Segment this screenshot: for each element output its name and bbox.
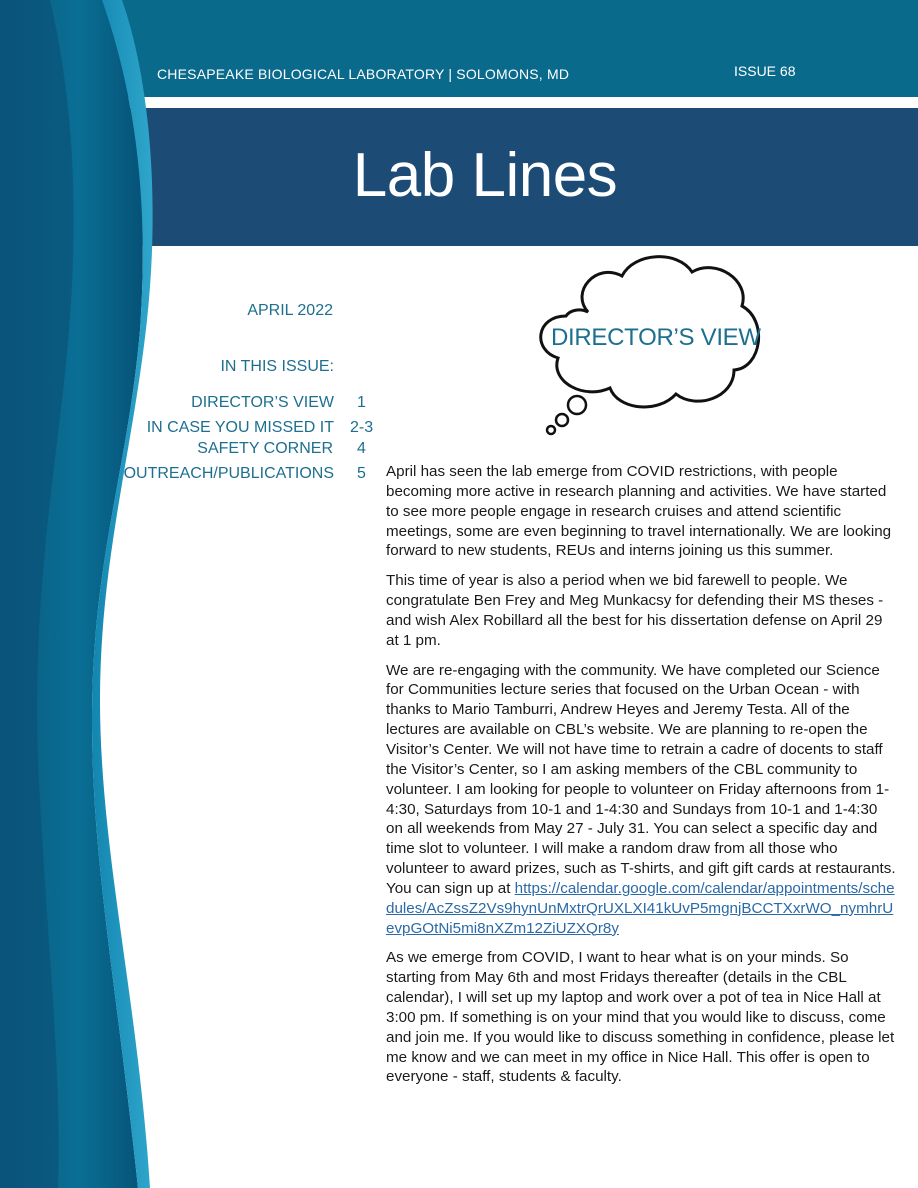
toc-item-label[interactable]: OUTREACH/PUBLICATIONS [123, 465, 334, 482]
article-paragraph: This time of year is also a period when we bid farewell to people. We congratulate Ben Frey and Meg Munkacsy for defending their MS theses - and wish Alex Robillard all the best for his dissertation defense on April 29 at 1 pm. [386, 572, 884, 649]
newsletter-title: Lab Lines [352, 141, 618, 210]
toc-item-page: 1 [357, 394, 366, 411]
issue-number: ISSUE 68 [734, 63, 796, 79]
issue-date: APRIL 2022 [247, 302, 333, 319]
in-this-issue-heading: IN THIS ISSUE: [220, 358, 334, 375]
toc-item-label[interactable]: SAFETY CORNER [197, 440, 333, 457]
article-paragraph: As we emerge from COVID, I want to hear what is on your minds. So starting from May 6th and most Fridays thereafter (details in the CBL calendar), I will set up my laptop and work over a pot of tea in Nice Hall at 3:00 pm. If something is on your mind that you would like to discuss, come and join me. If you would like to discuss something in confidence, please let me know and we can meet in my office in Nice Hall. This offer is open to everyone - staff, students & faculty. [386, 949, 895, 1086]
directors-view-article [386, 462, 898, 1097]
article-paragraph [386, 661, 898, 939]
toc-item-label[interactable]: IN CASE YOU MISSED IT [146, 419, 334, 436]
toc-item-page: 4 [357, 440, 366, 457]
article-paragraph: April has seen the lab emerge from COVID restrictions, with people becoming more active in research planning and activities. We have started to see more people engage in research cruises and attend scientific meetings, some are even beginning to travel internationally. We are looking forward to new students, REUs and interns joining us this summer. [386, 463, 892, 560]
signup-link[interactable]: https://calendar.google.com/calendar/appointments/schedules/AcZssZ2Vs9hynUnMxtrQrUXLXI41kUvP5mgnjBCCTXxrWO_nymhrUevpGOtNi5mi8nXZm12ZiUZXQr8y [386, 879, 895, 937]
toc-item-page: 5 [357, 465, 366, 482]
masthead: CHESAPEAKE BIOLOGICAL LABORATORY | SOLOMONS, MD [157, 66, 570, 82]
toc-item-page: 2-3 [350, 419, 374, 436]
toc-item-label[interactable]: DIRECTOR’S VIEW [191, 394, 334, 411]
paragraph-text: We are re-engaging with the community. We have completed our Science for Communities lecture series that focused on the Urban Ocean - with thanks to Mario Tamburri, Andrew Heyes and Jeremy Testa. All of the lectures are available on CBL’s website. We are planning to re-open the Visitor’s Center. We will not have time to retrain a cadre of docents to staff the Visitor’s Center, so I am asking members of the CBL community to volunteer. I am looking for people to volunteer on Friday afternoons from 1-4:30, Saturdays from 10-1 and 1-4:30 and Sundays from 10-1 and 1-4:30 on all weekends from May 27 - July 31. You can select a specific day and time slot to volunteer. I will make a random draw from all those who volunteer to award prizes, such as T-shirts, and gift gift cards at restaurants. You can sign up at [386, 661, 896, 897]
section-heading: DIRECTOR’S VIEW [551, 324, 761, 351]
